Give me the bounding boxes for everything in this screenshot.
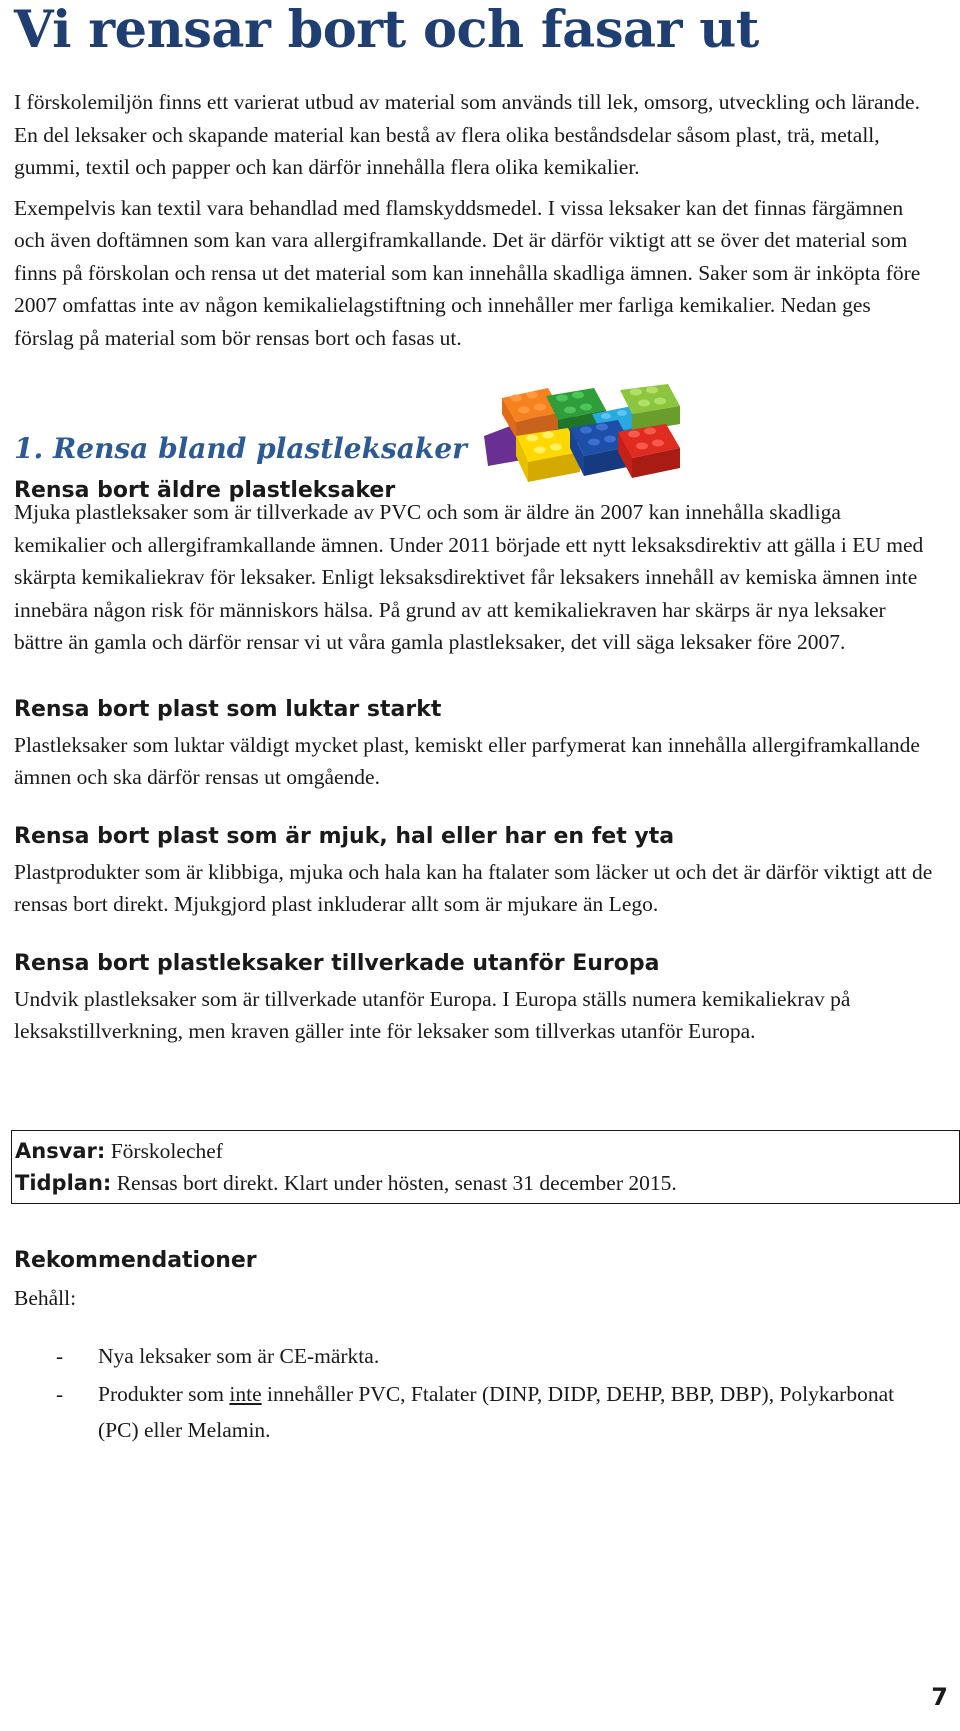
list-item-text-start: Produkter som [98, 1382, 230, 1406]
responsibility-box [11, 1130, 960, 1204]
section-1-heading: 1. Rensa bland plastleksaker [14, 432, 467, 465]
paragraph-outside-europe: Undvik plastleksaker som är tillverkade utanför Europa. I Europa ställs numera kemikaliekrav på leksakstillverkning, men kraven gäller inte för leksaker som tillverkas utanför Europa. [14, 986, 851, 1043]
ansvar-line [15, 1135, 959, 1167]
intro-paragraph-1: I förskolemiljön finns ett varierat utbud av material som används till lek, omsorg, utveckling och lärande. En del leksaker och skapande material kan bestå av flera olika beståndsdelar såsom plast, trä, metall, gummi, textil och papper och kan därför innehålla flera olika kemikalier. [14, 90, 920, 179]
section-1-header [14, 384, 934, 503]
ansvar-value: Förskolechef [105, 1138, 223, 1163]
page-number: 7 [931, 1683, 948, 1711]
list-item-underlined-word: inte [229, 1382, 262, 1406]
subheading-soft-plastic: Rensa bort plast som är mjuk, hal eller har en fet yta [14, 823, 675, 849]
subheading-outside-europe: Rensa bort plastleksaker tillverkade utanför Europa [14, 950, 660, 976]
document-page [14, 0, 934, 1464]
subheading-strong-smell: Rensa bort plast som luktar starkt [14, 696, 442, 722]
subheading-old-plastic: Rensa bort äldre plastleksaker [14, 478, 396, 503]
list-item-text-end: innehåller PVC, Ftalater (DINP, DIDP, DEHP, BBP, DBP), Polykarbonat (PC) eller Melamin. [98, 1382, 895, 1442]
recommendations-heading: Rekommendationer [14, 1247, 257, 1273]
red-brick [618, 424, 680, 478]
paragraph-strong-smell: Plastleksaker som luktar väldigt mycket plast, kemiskt eller parfymerat kan innehålla allergiframkallande ämnen och ska därför rensas ut omgående. [14, 732, 920, 789]
tidplan-value: Rensas bort direkt. Klart under hösten, senast 31 december 2015. [111, 1170, 677, 1195]
paragraph-old-plastic: Mjuka plastleksaker som är tillverkade av PVC och som är äldre än 2007 kan innehålla skadliga kemikalier och allergiframkallande ämnen. Under 2011 började ett nytt leksaksdirektiv att gälla i EU med skärpta kemikaliekrav för leksaker. Enligt leksaksdirektivet får leksakers innehåll av kemiska ämnen inte innebära någon risk för människors hälsa. På grund av att kemikaliekraven har skärps är nya leksaker bättre än gamla och därför rensar vi ut våra gamla plastleksaker, det vill säga leksaker före 2007. [14, 500, 924, 654]
lego-bricks-image [482, 384, 692, 489]
tidplan-line [15, 1167, 959, 1199]
recommendations-list [14, 1338, 934, 1448]
paragraph-soft-plastic: Plastprodukter som är klibbiga, mjuka och hala kan ha ftalater som läcker ut och det är därför viktigt att de rensas bort direkt. Mjukgjord plast inkluderar allt som är mjukare än Lego. [14, 859, 933, 916]
tidplan-label: Tidplan: [15, 1170, 112, 1195]
recommendations-keep-label: Behåll: [14, 1285, 77, 1310]
list-item [14, 1376, 934, 1448]
ansvar-label: Ansvar: [15, 1138, 106, 1163]
intro-paragraph-2: Exempelvis kan textil vara behandlad med flamskyddsmedel. I vissa leksaker kan det finnas färgämnen och även doftämnen som kan vara allergiframkallande. Det är därför viktigt att se över det material som finns på förskolan och rensa ut det material som kan innehålla skadliga ämnen. Saker som är inköpta före 2007 omfattas inte av någon kemikalielagstiftning och innehåller mer farliga kemikalier. Nedan ges förslag på material som bör rensas bort och fasas ut. [14, 195, 921, 350]
page-title: Vi rensar bort och fasar ut [14, 0, 759, 60]
list-dash: - [56, 1382, 64, 1406]
list-item-text: Nya leksaker som är CE-märkta. [98, 1344, 380, 1368]
list-dash: - [56, 1344, 64, 1368]
list-item [14, 1338, 934, 1374]
